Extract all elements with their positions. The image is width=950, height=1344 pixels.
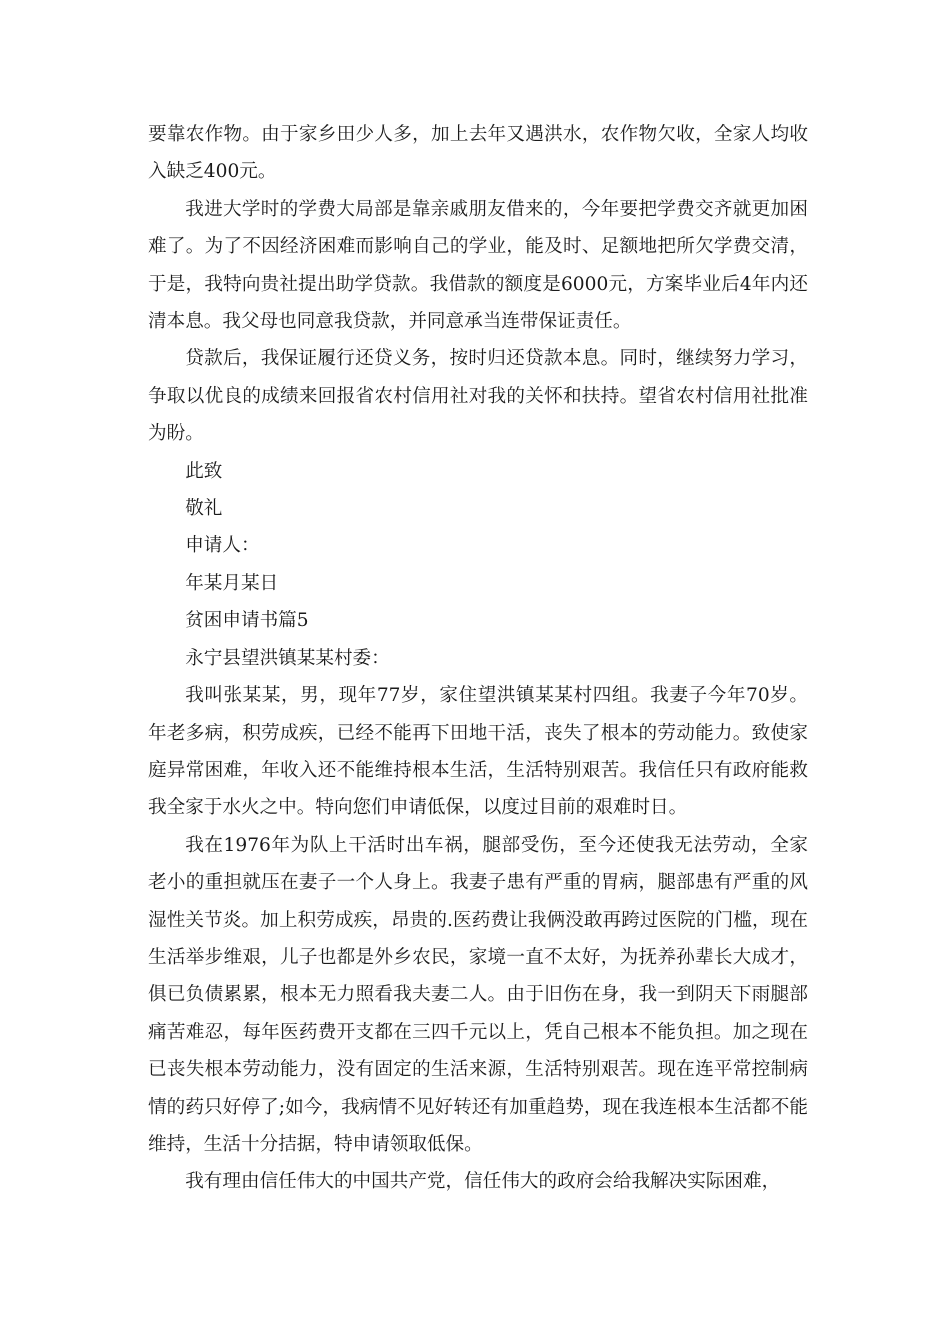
date-line: 年某月某日 <box>185 572 279 594</box>
paragraph-trust: 我有理由信任伟大的中国共产党，信任伟大的政府会给我解决实际困难， <box>185 1171 781 1193</box>
applicant-label: 申请人： <box>185 535 260 557</box>
closing-ci-zhi: 此致 <box>185 460 223 482</box>
paragraph-introduction: 我叫张某某，男，现年77岁，家住望洪镇某某村四组。我妻子今年70岁。年老多病，积劳成疾，已经不能再下田地干活，丧失了根本的劳动能力。致使家庭异常困难，年收入还不能维持根本生活，生活特别艰苦。我信任只有政府能救我全家于水火之中。特向您们申请低保，以度过目前的艰难时日。 <box>148 685 808 819</box>
paragraph-hardship: 我在1976年为队上干活时出车祸，腿部受伤，至今还使我无法劳动，全家老小的重担就压在妻子一个人身上。我妻子患有严重的胃病，腿部患有严重的风湿性关节炎。加上积劳成疾，昂贵的.医药费让我俩没敢再跨过医院的门槛，现在生活举步维艰，儿子也都是外乡农民，家境一直不太好，为抚养孙辈长大成才，俱已负债累累，根本无力照看我夫妻二人。由于旧伤在身，我一到阴天下雨腿部痛苦难忍，每年医药费开支都在三四千元以上，凭自己根本不能负担。加之现在已丧失根本劳动能力，没有固定的生活来源，生活特别艰苦。现在连平常控制病情的药只好停了;如今，我病情不见好转还有加重趋势，现在我连根本生活都不能维持，生活十分拮据，特申请领取低保。 <box>148 834 808 1155</box>
document-page <box>148 116 808 1201</box>
paragraph-income: 要靠农作物。由于家乡田少人多，加上去年又遇洪水，农作物欠收，全家人均收入缺乏400元。 <box>148 124 808 183</box>
addressee: 永宁县望洪镇某某村委： <box>185 647 390 669</box>
section-title: 贫困申请书篇5 <box>185 610 309 632</box>
paragraph-tuition: 我进大学时的学费大局部是靠亲戚朋友借来的，今年要把学费交齐就更加困难了。为了不因经济困难而影响自己的学业，能及时、足额地把所欠学费交清，于是，我特向贵社提出助学贷款。我借款的额度是6000元，方案毕业后4年内还清本息。我父母也同意我贷款，并同意承当连带保证责任。 <box>148 198 808 333</box>
paragraph-repayment: 贷款后，我保证履行还贷义务，按时归还贷款本息。同时，继续努力学习，争取以优良的成绩来回报省农村信用社对我的关怀和扶持。望省农村信用社批准为盼。 <box>148 348 808 445</box>
closing-jing-li: 敬礼 <box>185 498 223 520</box>
